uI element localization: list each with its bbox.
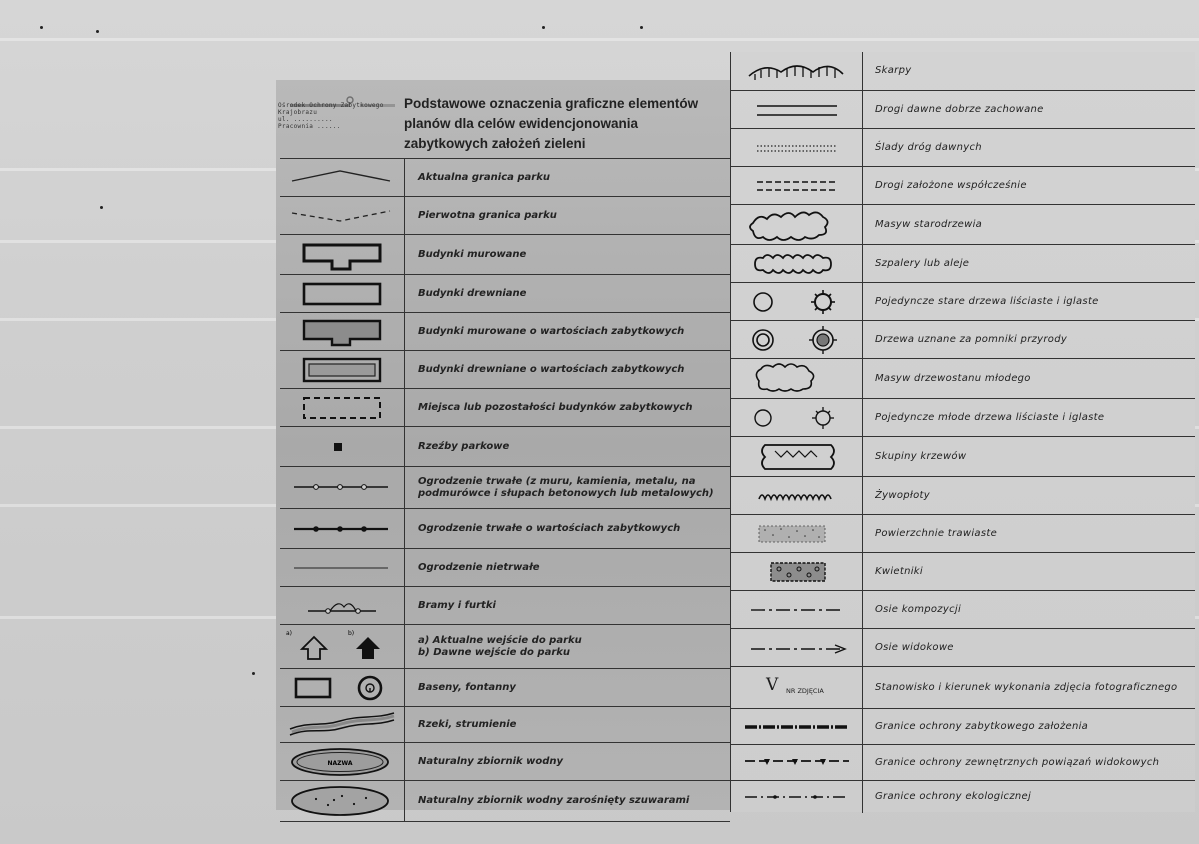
old-single-trees-icon [731, 283, 862, 321]
preserved-road-icon [731, 91, 862, 129]
legend-label: Ogrodzenie nietrwałe [418, 562, 540, 573]
flowerbed-icon [731, 553, 862, 591]
masonry-building-icon [280, 235, 404, 275]
legend-label: Budynki drewniane [418, 288, 527, 299]
legend-label: Naturalny zbiornik wodny zarośnięty szuwarami [418, 795, 690, 806]
legend-row-composition-axes [731, 590, 1195, 629]
old-forest-icon [731, 205, 862, 245]
permanent-fence-icon [280, 467, 404, 509]
temporary-fence-icon [280, 549, 404, 587]
legend-row-view-protection-boundary [731, 744, 1195, 781]
legend-label: Budynki murowane [418, 249, 527, 260]
legend-label: Granice ochrony zabytkowego założenia [875, 721, 1089, 732]
legend-label: Rzeki, strumienie [418, 719, 517, 730]
legend-label: Bramy i furtki [418, 600, 496, 611]
entrance-arrows-icon [280, 625, 404, 669]
modern-road-icon [731, 167, 862, 205]
left-legend-panel [276, 80, 731, 810]
photo-direction-mark: V [766, 675, 779, 695]
legend-row-old-forest [731, 204, 1195, 245]
legend-label: Ogrodzenie trwałe o wartościach zabytkowych [418, 523, 681, 534]
legend-label: Kwietniki [875, 566, 923, 577]
legend-label: Osie kompozycji [875, 604, 962, 615]
legend-row-permanent-fence [280, 466, 730, 509]
building-remains-icon [280, 389, 404, 427]
legend-label: Pojedyncze młode drzewa liściaste i iglaste [875, 412, 1105, 423]
legend-row-old-single-trees [731, 282, 1195, 321]
river-icon [280, 707, 404, 743]
road-traces-icon [731, 129, 862, 167]
wooden-building-icon [280, 275, 404, 313]
legend-row-masonry-buildings [280, 234, 730, 275]
historic-fence-icon [280, 509, 404, 549]
legend-label: Żywopłoty [875, 490, 930, 501]
solid-line-icon [280, 159, 404, 197]
legend-row-modern-roads [731, 166, 1195, 205]
legend-row-current-park-boundary [280, 158, 730, 197]
legend-label: Masyw starodrzewia [875, 219, 983, 230]
legend-row-young-single-trees [731, 398, 1195, 437]
legend-row-gates [280, 586, 730, 625]
marker-b: b) [348, 630, 355, 637]
slope-icon [731, 52, 862, 90]
alley-icon [731, 245, 862, 283]
ecological-boundary-icon [731, 781, 862, 813]
legend-row-view-axes [731, 628, 1195, 667]
legend-row-road-traces [731, 128, 1195, 167]
legend-label: Rzeźby parkowe [418, 441, 510, 452]
legend-row-alleys [731, 244, 1195, 283]
legend-row-historic-wooden-buildings [280, 350, 730, 389]
legend-row-ecological-boundary [731, 780, 1195, 813]
legend-label: Granice ochrony zewnętrznych powiązań widokowych [875, 757, 1160, 768]
legend-label: Ogrodzenie trwałe (z muru, kamienia, metalu, na podmurówce i słupach betonowych lub metalowych) [418, 476, 714, 499]
legend-label: a) Aktualne wejście do parku b) Dawne wejście do parku [418, 635, 582, 658]
young-single-trees-icon [731, 399, 862, 437]
legend-row-overgrown-pond [280, 780, 730, 822]
pond-icon [280, 743, 404, 781]
dashed-line-icon [280, 197, 404, 235]
legend-row-pools-fountains [280, 668, 730, 707]
legend-row-building-remains [280, 388, 730, 427]
young-forest-icon [731, 359, 862, 399]
legend-label: Aktualna granica parku [418, 172, 550, 183]
legend-label: Budynki murowane o wartościach zabytkowych [418, 326, 685, 337]
stamp-text: Ośrodek Ochrony Zabytkowego Krajobrazu ul. .......... Pracownia ...... [278, 102, 384, 130]
overgrown-pond-icon [280, 781, 404, 821]
legend-label: Drogi założone współcześnie [875, 180, 1027, 191]
legend-label: Pierwotna granica parku [418, 210, 557, 221]
legend-row-nature-monuments [731, 320, 1195, 359]
view-axis-icon [731, 629, 862, 667]
composition-axis-icon [731, 591, 862, 629]
legend-row-wooden-buildings [280, 274, 730, 313]
legend-label: Ślady dróg dawnych [875, 142, 982, 153]
legend-row-flowerbeds [731, 552, 1195, 591]
photo-point-icon [731, 667, 863, 709]
legend-label: Pojedyncze stare drzewa liściaste i iglaste [875, 296, 1099, 307]
legend-row-original-park-boundary [280, 196, 730, 235]
legend-label: Budynki drewniane o wartościach zabytkowych [418, 364, 685, 375]
right-legend-panel [730, 52, 1195, 812]
legend-label: Osie widokowe [875, 642, 954, 653]
hedge-icon [731, 477, 862, 515]
legend-row-young-forest [731, 358, 1195, 399]
view-protection-boundary-icon [731, 745, 862, 781]
legend-row-park-sculptures [280, 426, 730, 467]
legend-row-preserved-roads [731, 90, 1195, 129]
legend-label: Baseny, fontanny [418, 682, 516, 693]
legend-label: Skupiny krzewów [875, 451, 967, 462]
legend-row-temporary-fence [280, 548, 730, 587]
historic-wooden-building-icon [280, 351, 404, 389]
document-title: Podstawowe oznaczenia graficzne elementów planów dla celów ewidencjonowania zabytkowych założeń zieleni [404, 96, 699, 151]
shrubs-icon [731, 437, 862, 477]
legend-row-grass [731, 514, 1195, 553]
legend-row-shrubs [731, 436, 1195, 477]
legend-label: Powierzchnie trawiaste [875, 528, 998, 539]
legend-label: Granice ochrony ekologicznej [875, 791, 1032, 802]
legend-row-heritage-boundary [731, 708, 1195, 745]
legend-label: Szpalery lub aleje [875, 258, 970, 269]
legend-label: Drogi dawne dobrze zachowane [875, 104, 1044, 115]
gate-icon [280, 587, 404, 625]
pond-name-text: NAZWA [327, 760, 353, 767]
heritage-boundary-icon [731, 709, 862, 745]
legend-label: Miejsca lub pozostałości budynków zabytkowych [418, 402, 693, 413]
legend-row-rivers [280, 706, 730, 743]
legend-row-park-entrances [280, 624, 730, 669]
photo-number-text: NR ZDJĘCIA [786, 687, 824, 695]
legend-label: Drzewa uznane za pomniki przyrody [875, 334, 1068, 345]
legend-row-natural-pond [280, 742, 730, 781]
legend-row-photo-point [731, 666, 1195, 709]
marker-a: a) [286, 630, 293, 637]
legend-label: Masyw drzewostanu młodego [875, 373, 1031, 384]
sculpture-icon [280, 427, 404, 467]
legend-row-hedges [731, 476, 1195, 515]
historic-masonry-building-icon [280, 313, 404, 351]
nature-monument-trees-icon [731, 321, 862, 359]
pool-fountain-icon [280, 669, 404, 707]
legend-row-historic-fence [280, 508, 730, 549]
legend-label: Stanowisko i kierunek wykonania zdjęcia fotograficznego [875, 682, 1178, 693]
legend-label: Skarpy [875, 65, 912, 76]
grass-icon [731, 515, 862, 553]
legend-label: Naturalny zbiornik wodny [418, 756, 564, 767]
legend-row-historic-masonry-buildings [280, 312, 730, 351]
legend-row-slopes [731, 52, 1195, 90]
